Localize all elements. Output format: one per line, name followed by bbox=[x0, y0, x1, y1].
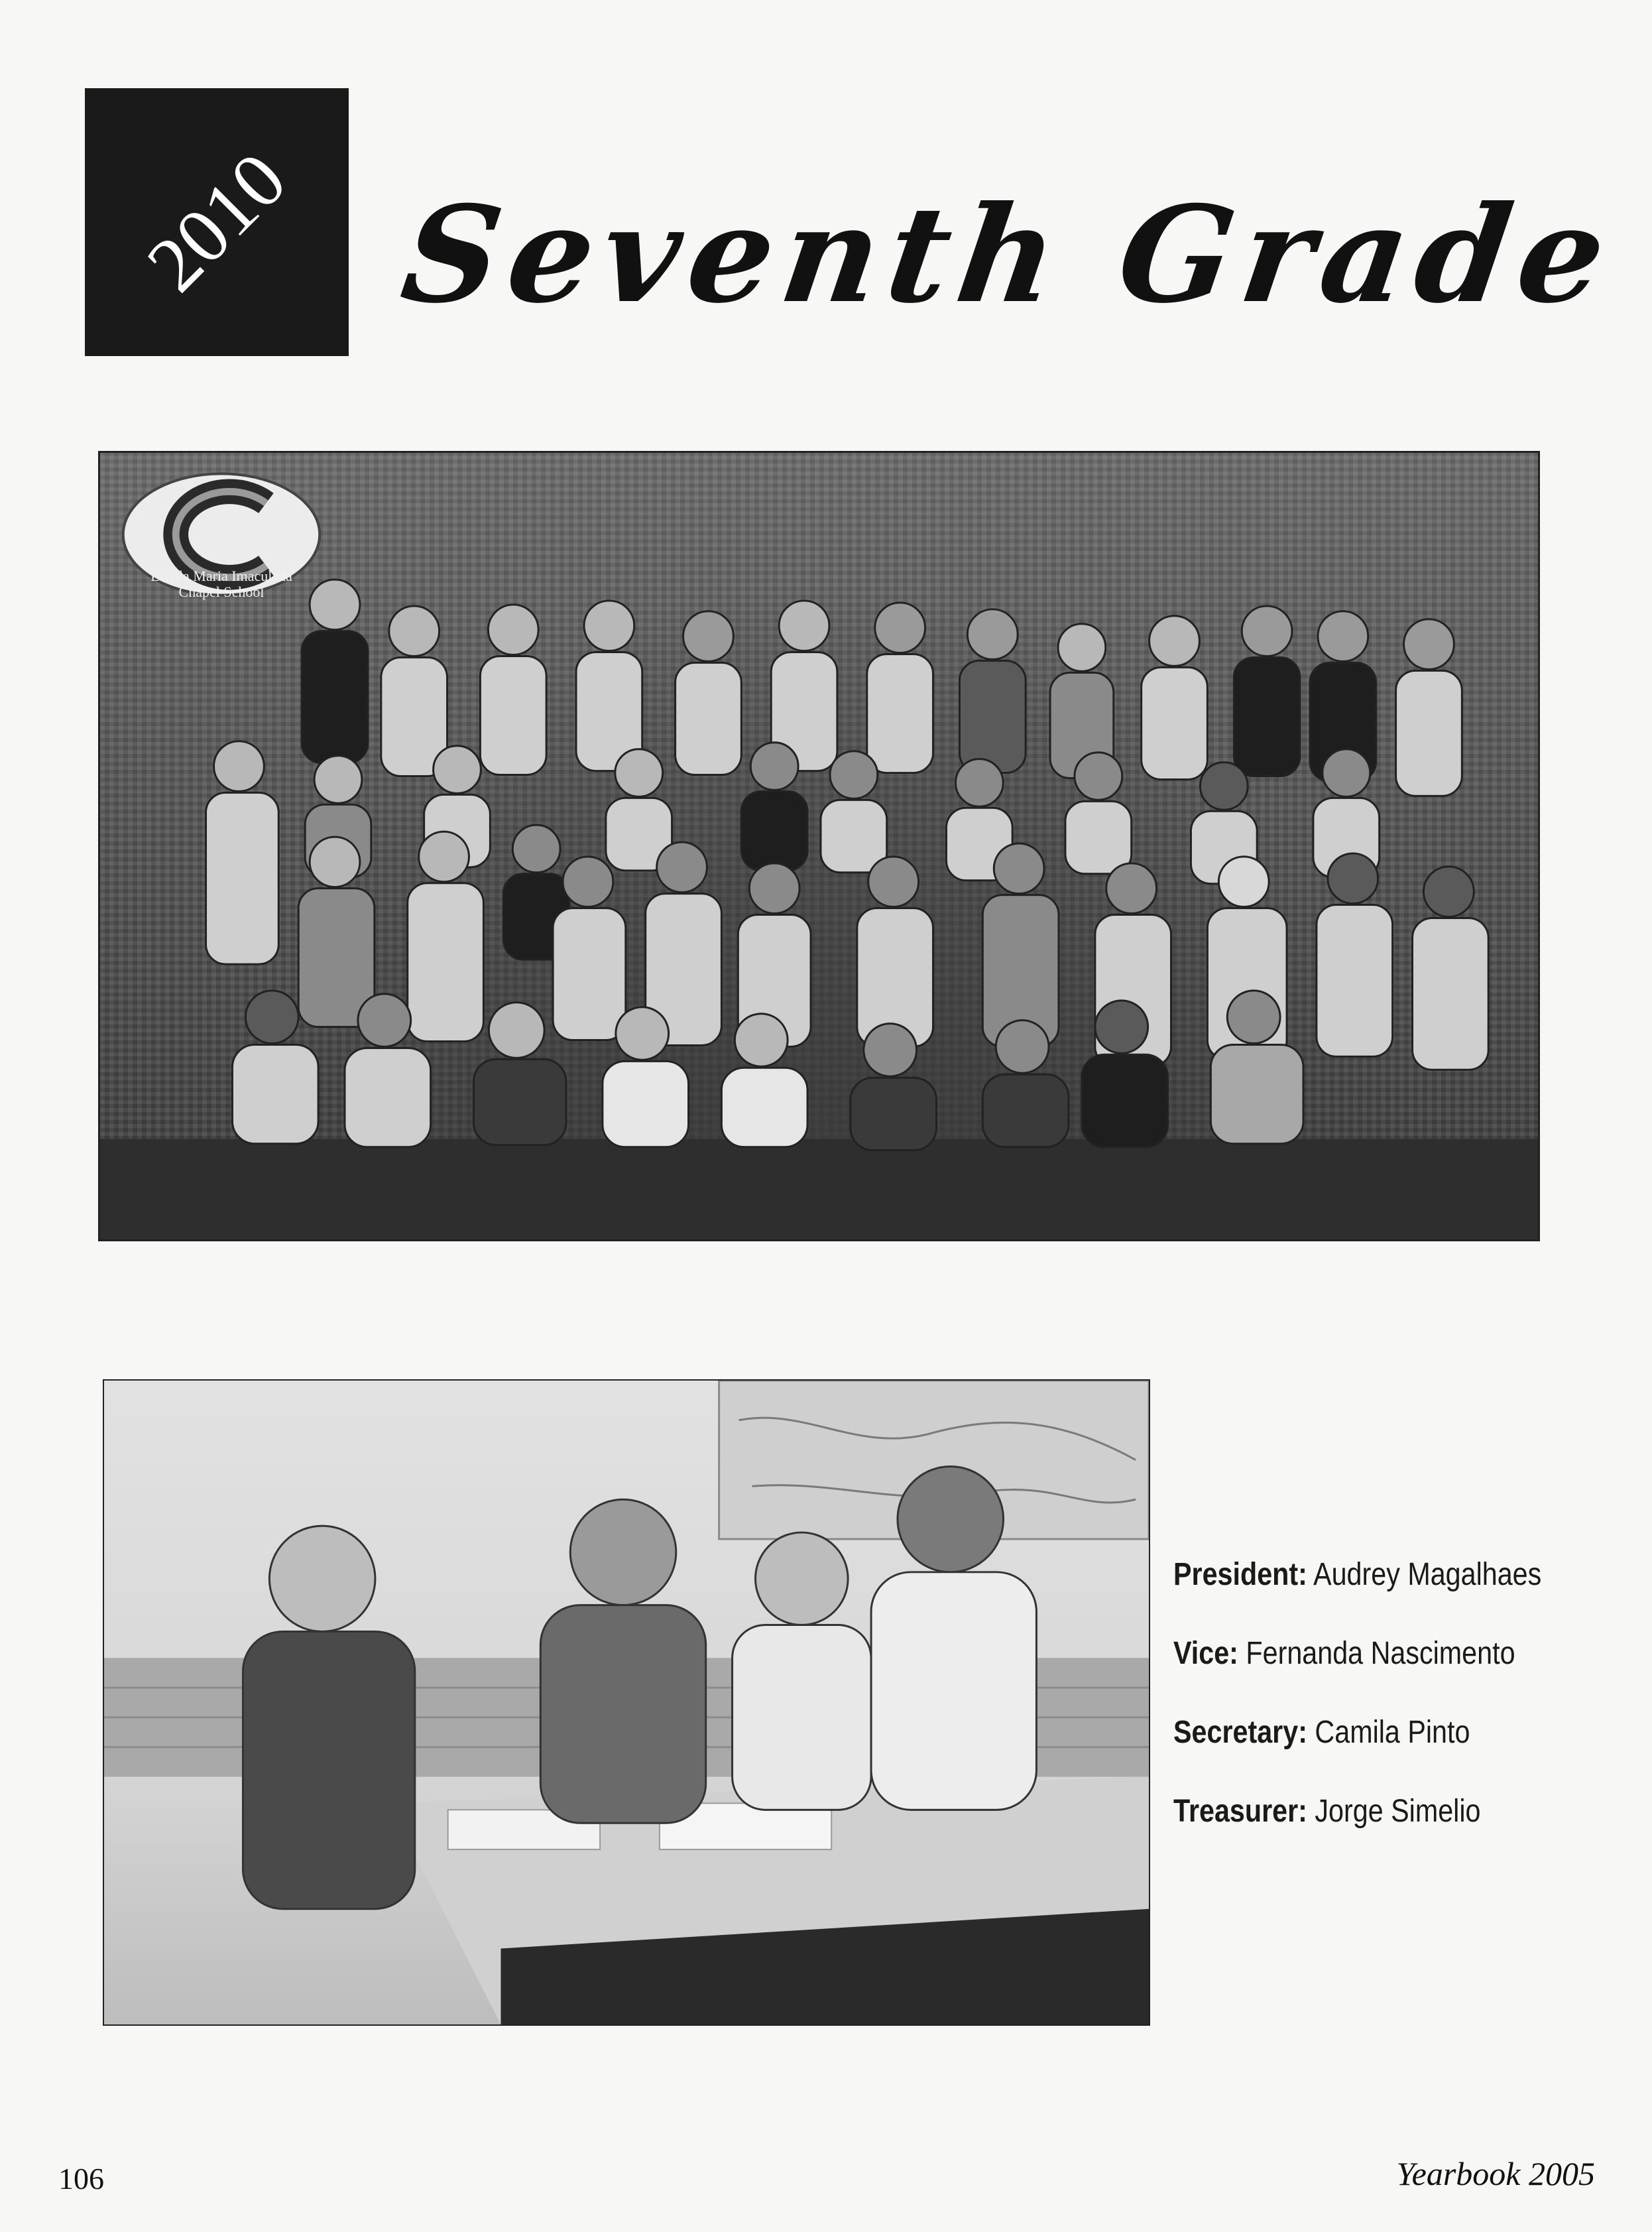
officer-name: Jorge Simelio bbox=[1315, 1794, 1481, 1829]
officer-role: Vice: bbox=[1173, 1636, 1238, 1671]
page-title: Seventh Grade bbox=[393, 177, 1624, 333]
student-row-front bbox=[232, 991, 1303, 1150]
officer-figure-2 bbox=[540, 1499, 705, 1823]
officer-treasurer bbox=[1173, 1792, 1566, 1871]
class-year: 2010 bbox=[130, 135, 303, 308]
officer-vice bbox=[1173, 1634, 1566, 1713]
class-officers-photo bbox=[103, 1379, 1150, 2026]
school-logo bbox=[119, 465, 324, 604]
school-subname: Chapel School bbox=[178, 584, 265, 600]
officer-figure-1 bbox=[243, 1526, 414, 1909]
officer-name: Camila Pinto bbox=[1315, 1715, 1470, 1750]
officer-role: President: bbox=[1173, 1557, 1307, 1592]
officer-name: Fernanda Nascimento bbox=[1246, 1636, 1515, 1671]
officer-role: Secretary: bbox=[1173, 1715, 1307, 1750]
officers-scene bbox=[104, 1381, 1149, 2024]
class-year-block bbox=[85, 88, 349, 356]
officer-role: Treasurer: bbox=[1173, 1794, 1307, 1829]
officer-name: Audrey Magalhaes bbox=[1313, 1557, 1542, 1592]
officer-secretary bbox=[1173, 1713, 1566, 1792]
page-number: 106 bbox=[58, 2162, 104, 2196]
class-officers-list bbox=[1173, 1555, 1631, 1871]
school-name: Escola Maria Imaculada bbox=[150, 568, 292, 584]
officer-figure-3 bbox=[733, 1532, 871, 1810]
class-group-photo bbox=[98, 451, 1540, 1241]
yearbook-label: Yearbook 2005 bbox=[1396, 2155, 1595, 2192]
officer-president bbox=[1173, 1555, 1566, 1634]
